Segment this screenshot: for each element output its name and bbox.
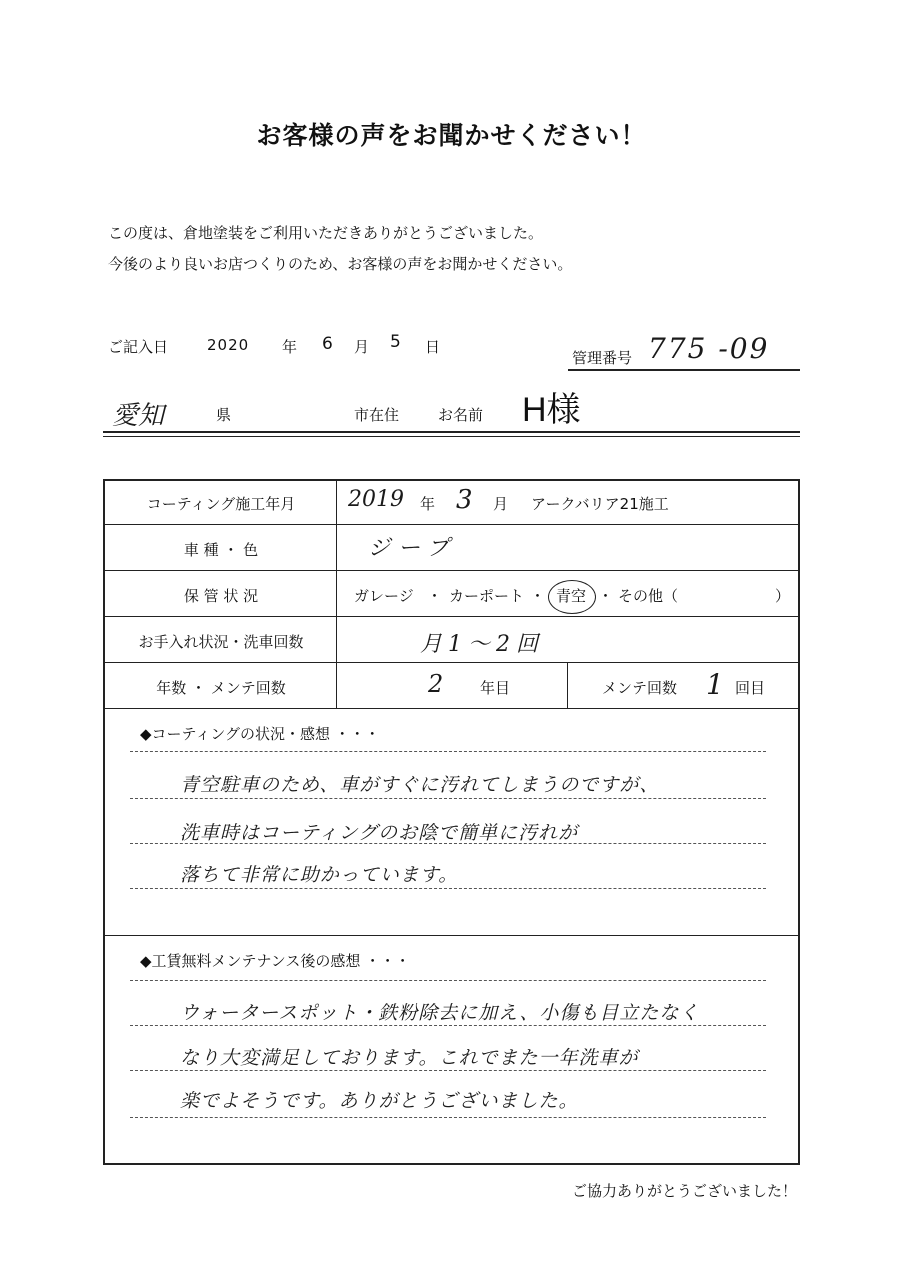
storage-option-carport: カーポート xyxy=(449,587,525,605)
coating-year: 2019 xyxy=(348,487,404,512)
storage-option-outdoor: 青空 xyxy=(556,587,587,605)
comment-line: 青空駐車のため、車がすぐに汚れてしまうのですが、 xyxy=(180,774,660,796)
entry-month: 6 xyxy=(322,334,333,354)
storage-separator: ・ xyxy=(598,587,614,605)
years-value: 2 xyxy=(428,670,444,698)
row-label-storage: 保 管 状 況 xyxy=(183,587,259,605)
dashed-line xyxy=(130,843,766,844)
dashed-line xyxy=(130,798,766,799)
comment-line: 洗車時はコーティングのお陰で簡単に汚れが xyxy=(180,822,579,844)
city-label: 市在住 xyxy=(354,406,400,424)
storage-option-other: その他（ xyxy=(618,587,679,605)
care-value: 月1～2回 xyxy=(420,632,544,657)
coating-month: 3 xyxy=(456,485,473,515)
coating-note: アークバリア21施工 xyxy=(531,495,669,513)
section-heading-maintenance: ◆工賃無料メンテナンス後の感想 ・・・ xyxy=(140,952,411,970)
intro-line-2: 今後のより良いお店つくりのため、お客様の声をお聞かせください。 xyxy=(108,255,573,273)
row-divider xyxy=(103,616,800,617)
page-title: お客様の声をお聞かせください！ xyxy=(256,121,647,150)
name-underline-top xyxy=(103,431,800,433)
maint-label: メンテ回数 xyxy=(602,679,678,697)
storage-separator: ・ xyxy=(530,587,546,605)
dashed-line xyxy=(130,751,766,752)
row-divider xyxy=(103,662,800,663)
comment-line: なり大変満足しております。これでまた一年洗車が xyxy=(180,1047,639,1069)
date-label: ご記入日 xyxy=(108,338,169,356)
coating-year-unit: 年 xyxy=(420,495,436,513)
dashed-line xyxy=(130,1117,766,1118)
column-divider xyxy=(567,662,568,708)
name-value: H様 xyxy=(522,391,581,429)
row-divider xyxy=(103,524,800,525)
intro-line-1: この度は、倉地塗装をご利用いただきありがとうございました。 xyxy=(108,224,544,242)
storage-option-close: ） xyxy=(775,587,791,605)
comment-line: 楽でよそうです。ありがとうございました。 xyxy=(180,1090,579,1112)
entry-year: 2020 xyxy=(207,336,250,354)
comment-line: 落ちて非常に助かっています。 xyxy=(180,864,459,886)
mgmt-label: 管理番号 xyxy=(572,349,633,367)
name-underline-bottom xyxy=(103,436,800,437)
entry-year-unit: 年 xyxy=(282,338,298,356)
dashed-line xyxy=(130,1025,766,1026)
storage-separator: ・ xyxy=(427,587,443,605)
dashed-line xyxy=(130,1070,766,1071)
entry-day: 5 xyxy=(390,332,401,352)
row-divider xyxy=(103,708,800,709)
section-heading-coating: ◆コーティングの状況・感想 ・・・ xyxy=(140,725,380,743)
vehicle-value: ジープ xyxy=(368,536,457,561)
footer-thanks: ご協力ありがとうございました！ xyxy=(572,1182,798,1200)
entry-day-unit: 日 xyxy=(425,338,441,356)
mgmt-value: 775 -09 xyxy=(648,332,770,365)
storage-option-garage: ガレージ xyxy=(354,587,414,605)
row-divider xyxy=(103,570,800,571)
row-label-years: 年数 ・ メンテ回数 xyxy=(156,679,286,697)
maint-unit: 回目 xyxy=(735,679,766,697)
coating-month-unit: 月 xyxy=(493,495,509,513)
row-label-care: お手入れ状況・洗車回数 xyxy=(138,633,304,651)
dashed-line xyxy=(130,980,766,981)
mgmt-underline xyxy=(568,369,800,371)
maint-value: 1 xyxy=(706,668,724,701)
row-label-vehicle: 車 種 ・ 色 xyxy=(183,541,259,559)
comment-line: ウォータースポット・鉄粉除去に加え、小傷も目立たなく xyxy=(180,1002,700,1024)
entry-month-unit: 月 xyxy=(354,338,370,356)
prefecture-value: 愛知 xyxy=(112,401,165,431)
row-label-coating-date: コーティング施工年月 xyxy=(146,495,296,513)
prefecture-label: 県 xyxy=(216,406,232,424)
dashed-line xyxy=(130,888,766,889)
name-label: お名前 xyxy=(438,406,484,424)
section-divider xyxy=(103,935,800,936)
years-unit: 年目 xyxy=(480,679,511,697)
